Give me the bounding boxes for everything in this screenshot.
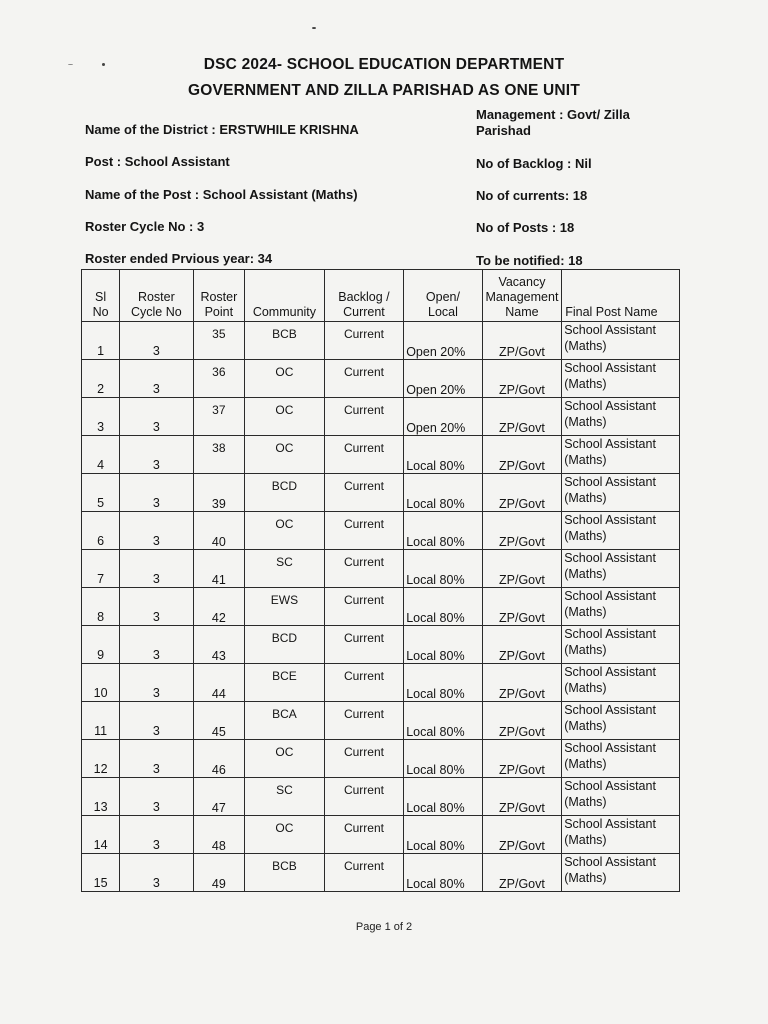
open-local-cell-text: Local 80% [406,535,465,549]
vacancy-management-cell-text: ZP/Govt [499,687,545,701]
open-local-cell-text: Local 80% [406,687,465,701]
final-post-name-cell [562,398,680,436]
community-cell [245,626,325,664]
vacancy-management-cell [482,436,562,474]
final-post-name-cell [562,322,680,360]
open-local-cell [404,778,482,816]
community-cell-text: SC [276,555,293,569]
backlog-current-cell [324,322,404,360]
backlog-current-cell-text: Current [343,479,384,493]
table-row [82,550,680,588]
roster-cycle: Roster Cycle No : 3 [85,219,205,234]
vacancy-management-cell [482,740,562,778]
roster-cycle-cell-text: 3 [152,838,160,852]
roster-cycle-cell [120,854,193,892]
open-local-cell-text: Open 20% [406,421,466,435]
roster-cycle-cell-text: 3 [152,686,160,700]
sl-no-cell [82,702,120,740]
sl-no-cell [82,854,120,892]
roster-table [81,269,680,892]
backlog-current-cell-text: Current [343,403,384,417]
community-cell [245,550,325,588]
roster-point-cell [193,626,245,664]
sl-no-cell-text: 11 [94,724,108,738]
sl-no-cell [82,322,120,360]
sl-no-cell [82,360,120,398]
final-post-name-cell-text: School Assistant (Maths) [564,513,656,543]
post: Post : School Assistant [85,154,230,169]
roster-point-cell [193,854,245,892]
sl-no-cell [82,474,120,512]
backlog-current-cell [324,512,404,550]
sl-no-cell-text: 6 [97,534,105,548]
final-post-name-cell-text: School Assistant (Maths) [564,551,656,581]
roster-point-cell-text: 36 [212,365,226,379]
roster-point-cell-text: 42 [211,611,226,625]
table-row [82,360,680,398]
vacancy-management-cell-text: ZP/Govt [499,345,545,359]
vacancy-management-cell [482,474,562,512]
table-row [82,474,680,512]
roster-point-cell [193,664,245,702]
backlog-current-cell [324,360,404,398]
header-backlog-current: Backlog / Current [324,270,404,322]
roster-cycle-cell-text: 3 [152,496,160,510]
roster-cycle-cell [120,778,193,816]
vacancy-management-cell-text: ZP/Govt [499,535,545,549]
sl-no-cell-text: 14 [93,838,108,852]
header-community: Community [245,270,325,322]
to-be-notified-count: To be notified: 18 [476,253,583,268]
open-local-cell-text: Open 20% [406,345,466,359]
roster-point-cell [193,816,245,854]
open-local-cell [404,360,482,398]
final-post-name-cell-text: School Assistant (Maths) [564,703,656,733]
roster-cycle-cell [120,360,193,398]
open-local-cell [404,740,482,778]
backlog-current-cell-text: Current [343,555,384,569]
roster-point-cell [193,360,245,398]
vacancy-management-cell-text: ZP/Govt [499,725,545,739]
management: Management : Govt/ Zilla Parishad [476,107,630,138]
vacancy-management-cell-text: ZP/Govt [499,459,545,473]
roster-cycle-cell [120,816,193,854]
sl-no-cell [82,512,120,550]
roster-point-cell [193,322,245,360]
roster-cycle-cell-text: 3 [152,572,160,586]
community-cell-text: BCE [272,669,297,683]
district-name: Name of the District : ERSTWHILE KRISHNA [85,122,359,137]
open-local-cell-text: Local 80% [406,877,465,891]
open-local-cell [404,664,482,702]
open-local-cell [404,436,482,474]
final-post-name-cell-text: School Assistant (Maths) [564,817,656,847]
roster-cycle-cell-text: 3 [152,724,160,738]
header-roster-point: Roster Point [193,270,245,322]
sl-no-cell-text: 8 [97,610,105,624]
roster-cycle-cell [120,512,193,550]
open-local-cell [404,512,482,550]
final-post-name-cell-text: School Assistant (Maths) [564,437,656,467]
header-final-post-name: Final Post Name [562,270,680,322]
sl-no-cell [82,626,120,664]
roster-cycle-cell-text: 3 [152,648,160,662]
roster-point-cell [193,778,245,816]
final-post-name-cell [562,588,680,626]
roster-point-cell-text: 45 [211,725,226,739]
roster-cycle-cell [120,664,193,702]
community-cell [245,398,325,436]
community-cell [245,588,325,626]
vacancy-management-cell-text: ZP/Govt [499,383,545,397]
table-row [82,322,680,360]
currents-count: No of currents: 18 [476,188,588,203]
vacancy-management-cell [482,664,562,702]
backlog-current-cell [324,778,404,816]
header-sl-no: Sl No [82,270,120,322]
community-cell-text: BCB [272,859,297,873]
roster-cycle-cell-text: 3 [152,420,160,434]
table-row [82,512,680,550]
backlog-current-cell-text: Current [343,707,384,721]
page-number: Page 1 of 2 [355,921,413,933]
roster-point-cell [193,588,245,626]
sl-no-cell-text: 10 [93,686,108,700]
roster-point-cell-text: 47 [211,801,226,815]
table-row [82,626,680,664]
community-cell-text: EWS [270,593,299,607]
backlog-current-cell [324,702,404,740]
open-local-cell-text: Local 80% [406,763,465,777]
sl-no-cell [82,816,120,854]
open-local-cell [404,398,482,436]
backlog-current-cell [324,854,404,892]
sl-no-cell-text: 12 [93,762,108,776]
final-post-name-cell-text: School Assistant (Maths) [564,589,656,619]
backlog-current-cell [324,474,404,512]
sl-no-cell [82,740,120,778]
roster-point-cell-text: 39 [211,497,226,511]
roster-point-cell [193,550,245,588]
vacancy-management-cell [482,626,562,664]
community-cell [245,474,325,512]
vacancy-management-cell [482,816,562,854]
roster-point-cell-text: 43 [211,649,226,663]
vacancy-management-cell [482,512,562,550]
vacancy-management-cell [482,854,562,892]
backlog-current-cell [324,816,404,854]
roster-cycle-cell-text: 3 [152,534,160,548]
open-local-cell-text: Local 80% [406,573,465,587]
vacancy-management-cell [482,588,562,626]
roster-cycle-cell [120,702,193,740]
table-row [82,588,680,626]
roster-point-cell-text: 49 [211,877,226,891]
scan-speck [312,27,316,29]
roster-cycle-cell [120,550,193,588]
sl-no-cell-text: 3 [97,420,105,434]
backlog-current-cell [324,550,404,588]
roster-cycle-cell [120,322,193,360]
posts-count: No of Posts : 18 [476,220,575,235]
header-vacancy-management-name: Vacancy Management Name [482,270,562,322]
document-subtitle: GOVERNMENT AND ZILLA PARISHAD AS ONE UNIT [188,82,580,99]
table-row [82,778,680,816]
sl-no-cell-text: 9 [97,648,105,662]
community-cell-text: OC [275,441,294,455]
table-row [82,436,680,474]
final-post-name-cell-text: School Assistant (Maths) [564,399,656,429]
community-cell-text: OC [275,821,294,835]
open-local-cell-text: Local 80% [406,497,465,511]
vacancy-management-cell [482,398,562,436]
open-local-cell-text: Local 80% [406,839,465,853]
final-post-name-cell-text: School Assistant (Maths) [564,361,656,391]
community-cell-text: BCA [272,707,297,721]
backlog-current-cell [324,740,404,778]
roster-table-body [82,322,680,892]
backlog-current-cell-text: Current [343,859,384,873]
final-post-name-cell [562,360,680,398]
community-cell [245,322,325,360]
backlog-current-cell [324,398,404,436]
header-roster-cycle-no: Roster Cycle No [120,270,193,322]
table-row [82,398,680,436]
roster-ended-previous-year: Roster ended Prvious year: 34 [85,251,273,266]
vacancy-management-cell-text: ZP/Govt [499,763,545,777]
vacancy-management-cell-text: ZP/Govt [499,839,545,853]
sl-no-cell [82,436,120,474]
community-cell [245,854,325,892]
document-title: DSC 2024- SCHOOL EDUCATION DEPARTMENT [203,56,565,73]
community-cell [245,360,325,398]
table-row [82,854,680,892]
vacancy-management-cell-text: ZP/Govt [499,421,545,435]
backlog-current-cell-text: Current [343,783,384,797]
roster-cycle-cell [120,740,193,778]
vacancy-management-cell-text: ZP/Govt [499,573,545,587]
final-post-name-cell-text: School Assistant (Maths) [564,627,656,657]
header-open-local: Open/ Local [404,270,482,322]
open-local-cell [404,550,482,588]
roster-point-cell [193,398,245,436]
sl-no-cell-text: 15 [93,876,108,890]
vacancy-management-cell [482,322,562,360]
table-row [82,816,680,854]
vacancy-management-cell-text: ZP/Govt [499,649,545,663]
backlog-current-cell-text: Current [343,327,384,341]
open-local-cell [404,816,482,854]
backlog-current-cell-text: Current [343,365,384,379]
backlog-current-cell [324,664,404,702]
table-header-row [82,270,680,322]
sl-no-cell-text: 13 [93,800,108,814]
open-local-cell [404,626,482,664]
backlog-count: No of Backlog : Nil [476,156,592,171]
vacancy-management-cell-text: ZP/Govt [499,497,545,511]
roster-cycle-cell-text: 3 [152,344,160,358]
final-post-name-cell [562,512,680,550]
final-post-name-cell [562,778,680,816]
table-row [82,740,680,778]
roster-cycle-cell [120,588,193,626]
community-cell [245,512,325,550]
open-local-cell [404,702,482,740]
community-cell [245,702,325,740]
vacancy-management-cell-text: ZP/Govt [499,801,545,815]
community-cell-text: BCD [271,479,298,493]
open-local-cell [404,322,482,360]
backlog-current-cell [324,436,404,474]
vacancy-management-cell-text: ZP/Govt [499,611,545,625]
backlog-current-cell-text: Current [343,517,384,531]
final-post-name-cell [562,740,680,778]
sl-no-cell [82,778,120,816]
roster-point-cell [193,702,245,740]
open-local-cell-text: Local 80% [406,459,465,473]
roster-point-cell [193,740,245,778]
final-post-name-cell-text: School Assistant (Maths) [564,665,656,695]
sl-no-cell-text: 2 [97,382,105,396]
table-row [82,702,680,740]
roster-point-cell-text: 38 [212,441,226,455]
backlog-current-cell-text: Current [343,745,384,759]
open-local-cell-text: Local 80% [406,801,465,815]
post-name: Name of the Post : School Assistant (Maths) [85,187,358,202]
open-local-cell-text: Open 20% [406,383,466,397]
final-post-name-cell-text: School Assistant (Maths) [564,779,656,809]
roster-point-cell [193,474,245,512]
roster-point-cell-text: 37 [212,403,226,417]
final-post-name-cell-text: School Assistant (Maths) [564,475,656,505]
community-cell [245,664,325,702]
roster-cycle-cell [120,398,193,436]
sl-no-cell-text: 5 [97,496,105,510]
vacancy-management-cell-text: ZP/Govt [499,877,545,891]
backlog-current-cell [324,626,404,664]
roster-cycle-cell [120,626,193,664]
vacancy-management-cell [482,778,562,816]
final-post-name-cell [562,626,680,664]
open-local-cell-text: Local 80% [406,611,465,625]
sl-no-cell-text: 4 [97,458,105,472]
community-cell-text: SC [276,783,293,797]
vacancy-management-cell [482,360,562,398]
backlog-current-cell-text: Current [343,821,384,835]
final-post-name-cell [562,550,680,588]
open-local-cell-text: Local 80% [406,649,465,663]
community-cell [245,778,325,816]
final-post-name-cell [562,664,680,702]
final-post-name-cell [562,816,680,854]
final-post-name-cell [562,436,680,474]
backlog-current-cell-text: Current [343,669,384,683]
open-local-cell [404,474,482,512]
roster-cycle-cell-text: 3 [152,876,160,890]
roster-cycle-cell-text: 3 [152,382,160,396]
roster-point-cell [193,436,245,474]
sl-no-cell [82,398,120,436]
roster-point-cell-text: 46 [211,763,226,777]
community-cell-text: OC [275,517,294,531]
table-row [82,664,680,702]
roster-cycle-cell-text: 3 [152,762,160,776]
roster-cycle-cell-text: 3 [152,610,160,624]
backlog-current-cell-text: Current [343,593,384,607]
backlog-current-cell-text: Current [343,631,384,645]
sl-no-cell-text: 7 [97,572,105,586]
final-post-name-cell-text: School Assistant (Maths) [564,323,656,353]
final-post-name-cell [562,854,680,892]
sl-no-cell [82,588,120,626]
community-cell-text: OC [275,365,294,379]
roster-point-cell [193,512,245,550]
roster-cycle-cell-text: 3 [152,800,160,814]
roster-cycle-cell [120,474,193,512]
vacancy-management-cell [482,702,562,740]
sl-no-cell-text: 1 [97,344,105,358]
final-post-name-cell-text: School Assistant (Maths) [564,855,656,885]
community-cell [245,740,325,778]
backlog-current-cell [324,588,404,626]
open-local-cell [404,588,482,626]
open-local-cell-text: Local 80% [406,725,465,739]
community-cell-text: BCB [272,327,297,341]
roster-point-cell-text: 44 [211,687,226,701]
final-post-name-cell [562,474,680,512]
community-cell [245,816,325,854]
final-post-name-cell [562,702,680,740]
roster-point-cell-text: 40 [211,535,226,549]
community-cell [245,436,325,474]
sl-no-cell [82,550,120,588]
community-cell-text: BCD [271,631,298,645]
roster-point-cell-text: 48 [211,839,226,853]
community-cell-text: OC [275,745,294,759]
community-cell-text: OC [275,403,294,417]
open-local-cell [404,854,482,892]
final-post-name-cell-text: School Assistant (Maths) [564,741,656,771]
backlog-current-cell-text: Current [343,441,384,455]
vacancy-management-cell [482,550,562,588]
roster-cycle-cell-text: 3 [152,458,160,472]
roster-point-cell-text: 41 [211,573,226,587]
roster-cycle-cell [120,436,193,474]
roster-point-cell-text: 35 [212,327,226,341]
sl-no-cell [82,664,120,702]
